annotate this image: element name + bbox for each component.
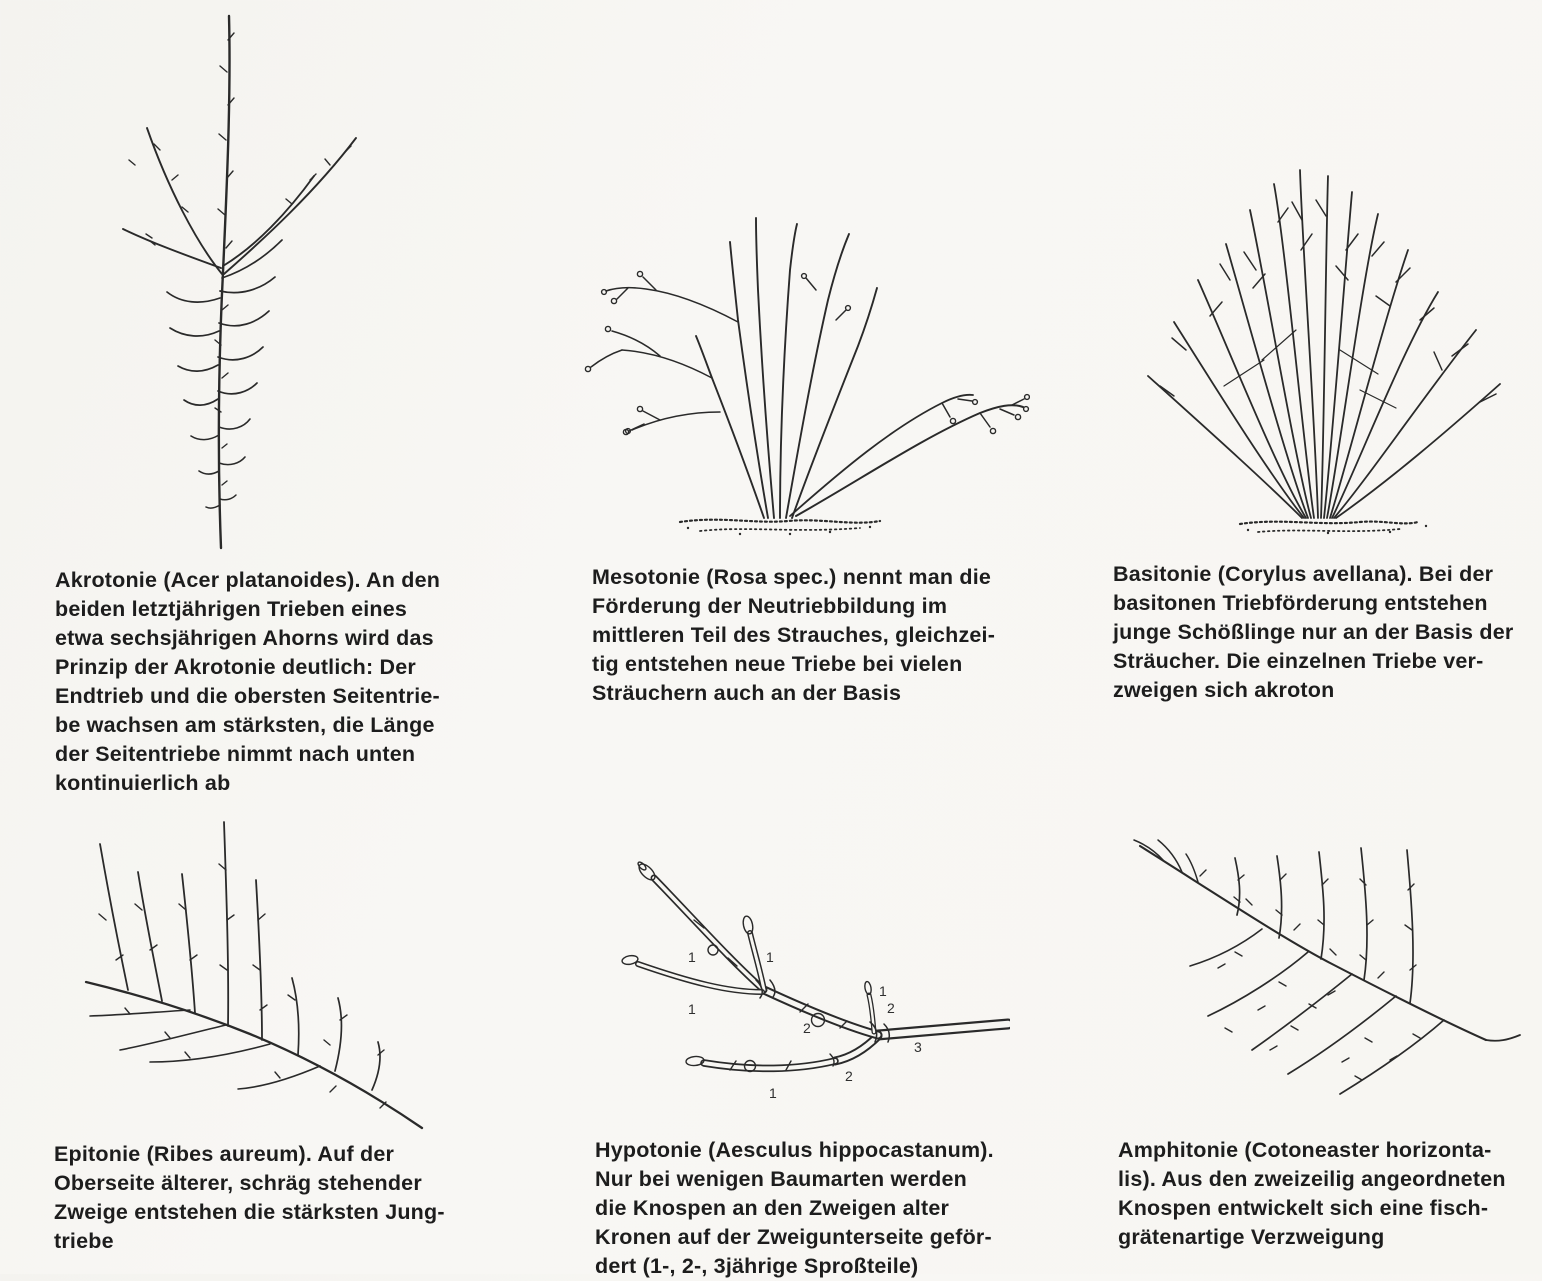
epitonie-drawing [30, 810, 470, 1130]
figure-epitonie [30, 810, 470, 1130]
age-label-one: 1 [879, 983, 887, 999]
caption-line: Förderung der Neutriebbildung im [592, 594, 948, 618]
caption-line: Amphitonie (Cotoneaster horizonta- [1118, 1138, 1492, 1162]
hypotonie-drawing [590, 830, 1010, 1120]
basitonie-drawing [1090, 160, 1542, 560]
caption-line: beiden letztjährigen Trieben eines [55, 597, 408, 621]
akrotonie-drawing [60, 0, 480, 560]
caption-line: triebe [54, 1229, 114, 1253]
akrotonie-branches [123, 16, 356, 548]
caption-line: Sträucher. Die einzelnen Triebe ver- [1113, 649, 1484, 673]
amphitonie-drawing [1090, 810, 1542, 1130]
basitonie-twigs [1160, 200, 1496, 408]
epitonie-branches [86, 822, 422, 1128]
figure-amphitonie [1090, 810, 1542, 1130]
amphitonie-branches [1134, 840, 1520, 1094]
caption-line: Mesotonie (Rosa spec.) nennt man die [592, 565, 992, 589]
caption-line: Epitonie (Ribes aureum). Auf der [54, 1142, 395, 1166]
caption-epitonie [54, 1140, 445, 1256]
basitonie-ground [1240, 522, 1427, 535]
basitonie-stems [1148, 170, 1500, 518]
caption-amphitonie [1118, 1136, 1506, 1252]
mesotonie-stems [696, 218, 1023, 518]
mesotonie-hips [585, 271, 1029, 434]
age-label-one: 1 [766, 949, 774, 965]
caption-line: tig entstehen neue Triebe bei vielen [592, 652, 963, 676]
caption-line: die Knospen an den Zweigen alter [595, 1196, 950, 1220]
mesotonie-drawing [560, 170, 1030, 560]
caption-line: be wachsen am stärksten, die Länge [55, 713, 435, 737]
age-label-two: 2 [803, 1020, 811, 1036]
caption-line: Prinzip der Akrotonie deutlich: Der [55, 655, 416, 679]
caption-line: Basitonie (Corylus avellana). Bei der [1113, 562, 1494, 586]
caption-akrotonie [55, 566, 440, 798]
age-label-one: 1 [688, 949, 696, 965]
caption-line: etwa sechsjährigen Ahorns wird das [55, 626, 434, 650]
hypotonie-age-labels [688, 949, 922, 1101]
age-label-two: 2 [845, 1068, 853, 1084]
caption-line: Zweige entstehen die stärksten Jung- [54, 1200, 445, 1224]
caption-basitonie [1113, 560, 1513, 705]
caption-line: dert (1-, 2-, 3jährige Sproßteile) [595, 1254, 919, 1278]
caption-line: Oberseite älterer, schräg stehender [54, 1171, 422, 1195]
age-label-two: 2 [887, 1000, 895, 1016]
age-label-one: 1 [769, 1085, 777, 1101]
caption-line: Akrotonie (Acer platanoides). An den [55, 568, 441, 592]
caption-line: mittleren Teil des Strauches, gleichzei- [592, 623, 996, 647]
caption-line: Hypotonie (Aesculus hippocastanum). [595, 1138, 994, 1162]
figure-mesotonie [560, 170, 1030, 560]
caption-mesotonie [592, 563, 995, 708]
caption-line: Sträuchern auch an der Basis [592, 681, 902, 705]
caption-line: zweigen sich akroton [1113, 678, 1335, 702]
caption-hypotonie [595, 1136, 994, 1281]
caption-line: Endtrieb und die obersten Seitentrie- [55, 684, 440, 708]
age-label-one: 1 [688, 1001, 696, 1017]
figure-hypotonie [590, 830, 1010, 1120]
mesotonie-ground [680, 520, 880, 535]
caption-line: Kronen auf der Zweigunterseite geför- [595, 1225, 992, 1249]
caption-line: junge Schößlinge nur an der Basis der [1113, 620, 1514, 644]
caption-line: lis). Aus den zweizeilig angeordneten [1118, 1167, 1506, 1191]
caption-line: kontinuierlich ab [55, 771, 231, 795]
caption-line: Knospen entwickelt sich eine fisch- [1118, 1196, 1489, 1220]
caption-line: basitonen Triebförderung entstehen [1113, 591, 1488, 615]
figure-basitonie [1090, 160, 1542, 560]
mesotonie-sprays [591, 277, 1024, 431]
figure-akrotonie [60, 0, 480, 560]
caption-line: Nur bei wenigen Baumarten werden [595, 1167, 967, 1191]
hypotonie-branches [638, 878, 1008, 1068]
caption-line: der Seitentriebe nimmt nach unten [55, 742, 416, 766]
age-label-three: 3 [914, 1039, 922, 1055]
caption-line: grätenartige Verzweigung [1118, 1225, 1385, 1249]
hypotonie-buds [621, 861, 872, 1066]
